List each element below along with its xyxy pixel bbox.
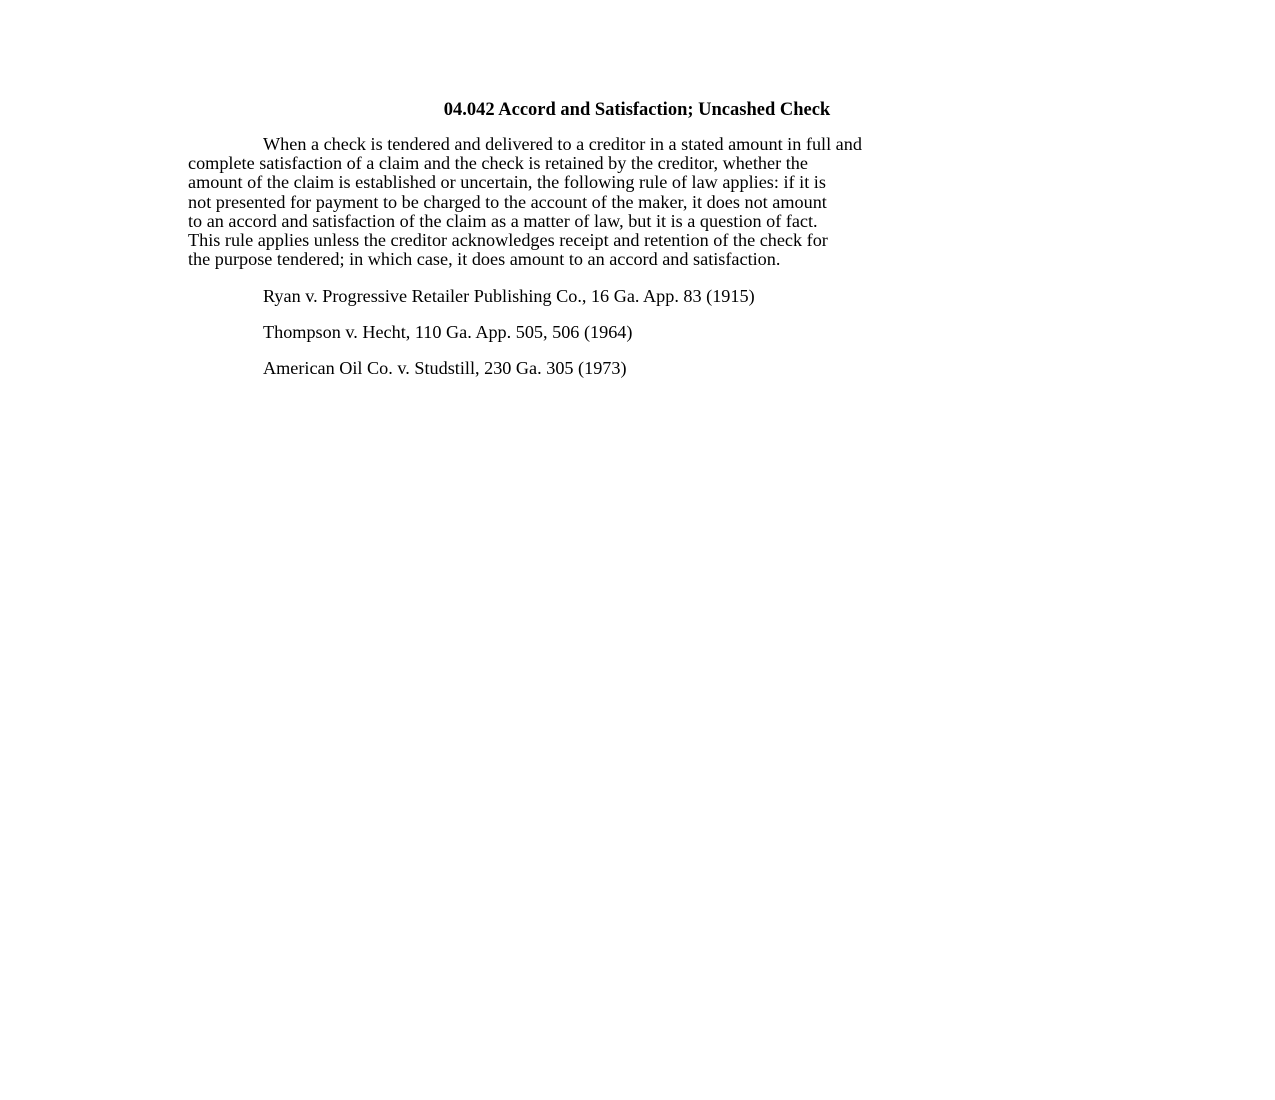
body-line: amount of the claim is established or uncertain, the following rule of law applies: if it is [188, 172, 826, 193]
body-line: This rule applies unless the creditor acknowledges receipt and retention of the check for [188, 230, 828, 251]
body-line: the purpose tendered; in which case, it does amount to an accord and satisfaction. [188, 249, 781, 270]
body-line: to an accord and satisfaction of the claim as a matter of law, but it is a question of fact. [188, 210, 818, 231]
body-paragraph [188, 135, 1086, 269]
case-citation: American Oil Co. v. Studstill, 230 Ga. 305 (1973) [263, 358, 627, 378]
body-line: complete satisfaction of a claim and the check is retained by the creditor, whether the [188, 153, 808, 174]
case-citation: Thompson v. Hecht, 110 Ga. App. 505, 506 (1964) [263, 322, 633, 342]
body-line: not presented for payment to be charged to the account of the maker, it does not amount [188, 191, 827, 212]
document-title: 04.042 Accord and Satisfaction; Uncashed Check [443, 100, 831, 120]
case-citation: Ryan v. Progressive Retailer Publishing Co., 16 Ga. App. 83 (1915) [263, 286, 755, 306]
body-line: When a check is tendered and delivered to a creditor in a stated amount in full and [263, 134, 862, 154]
